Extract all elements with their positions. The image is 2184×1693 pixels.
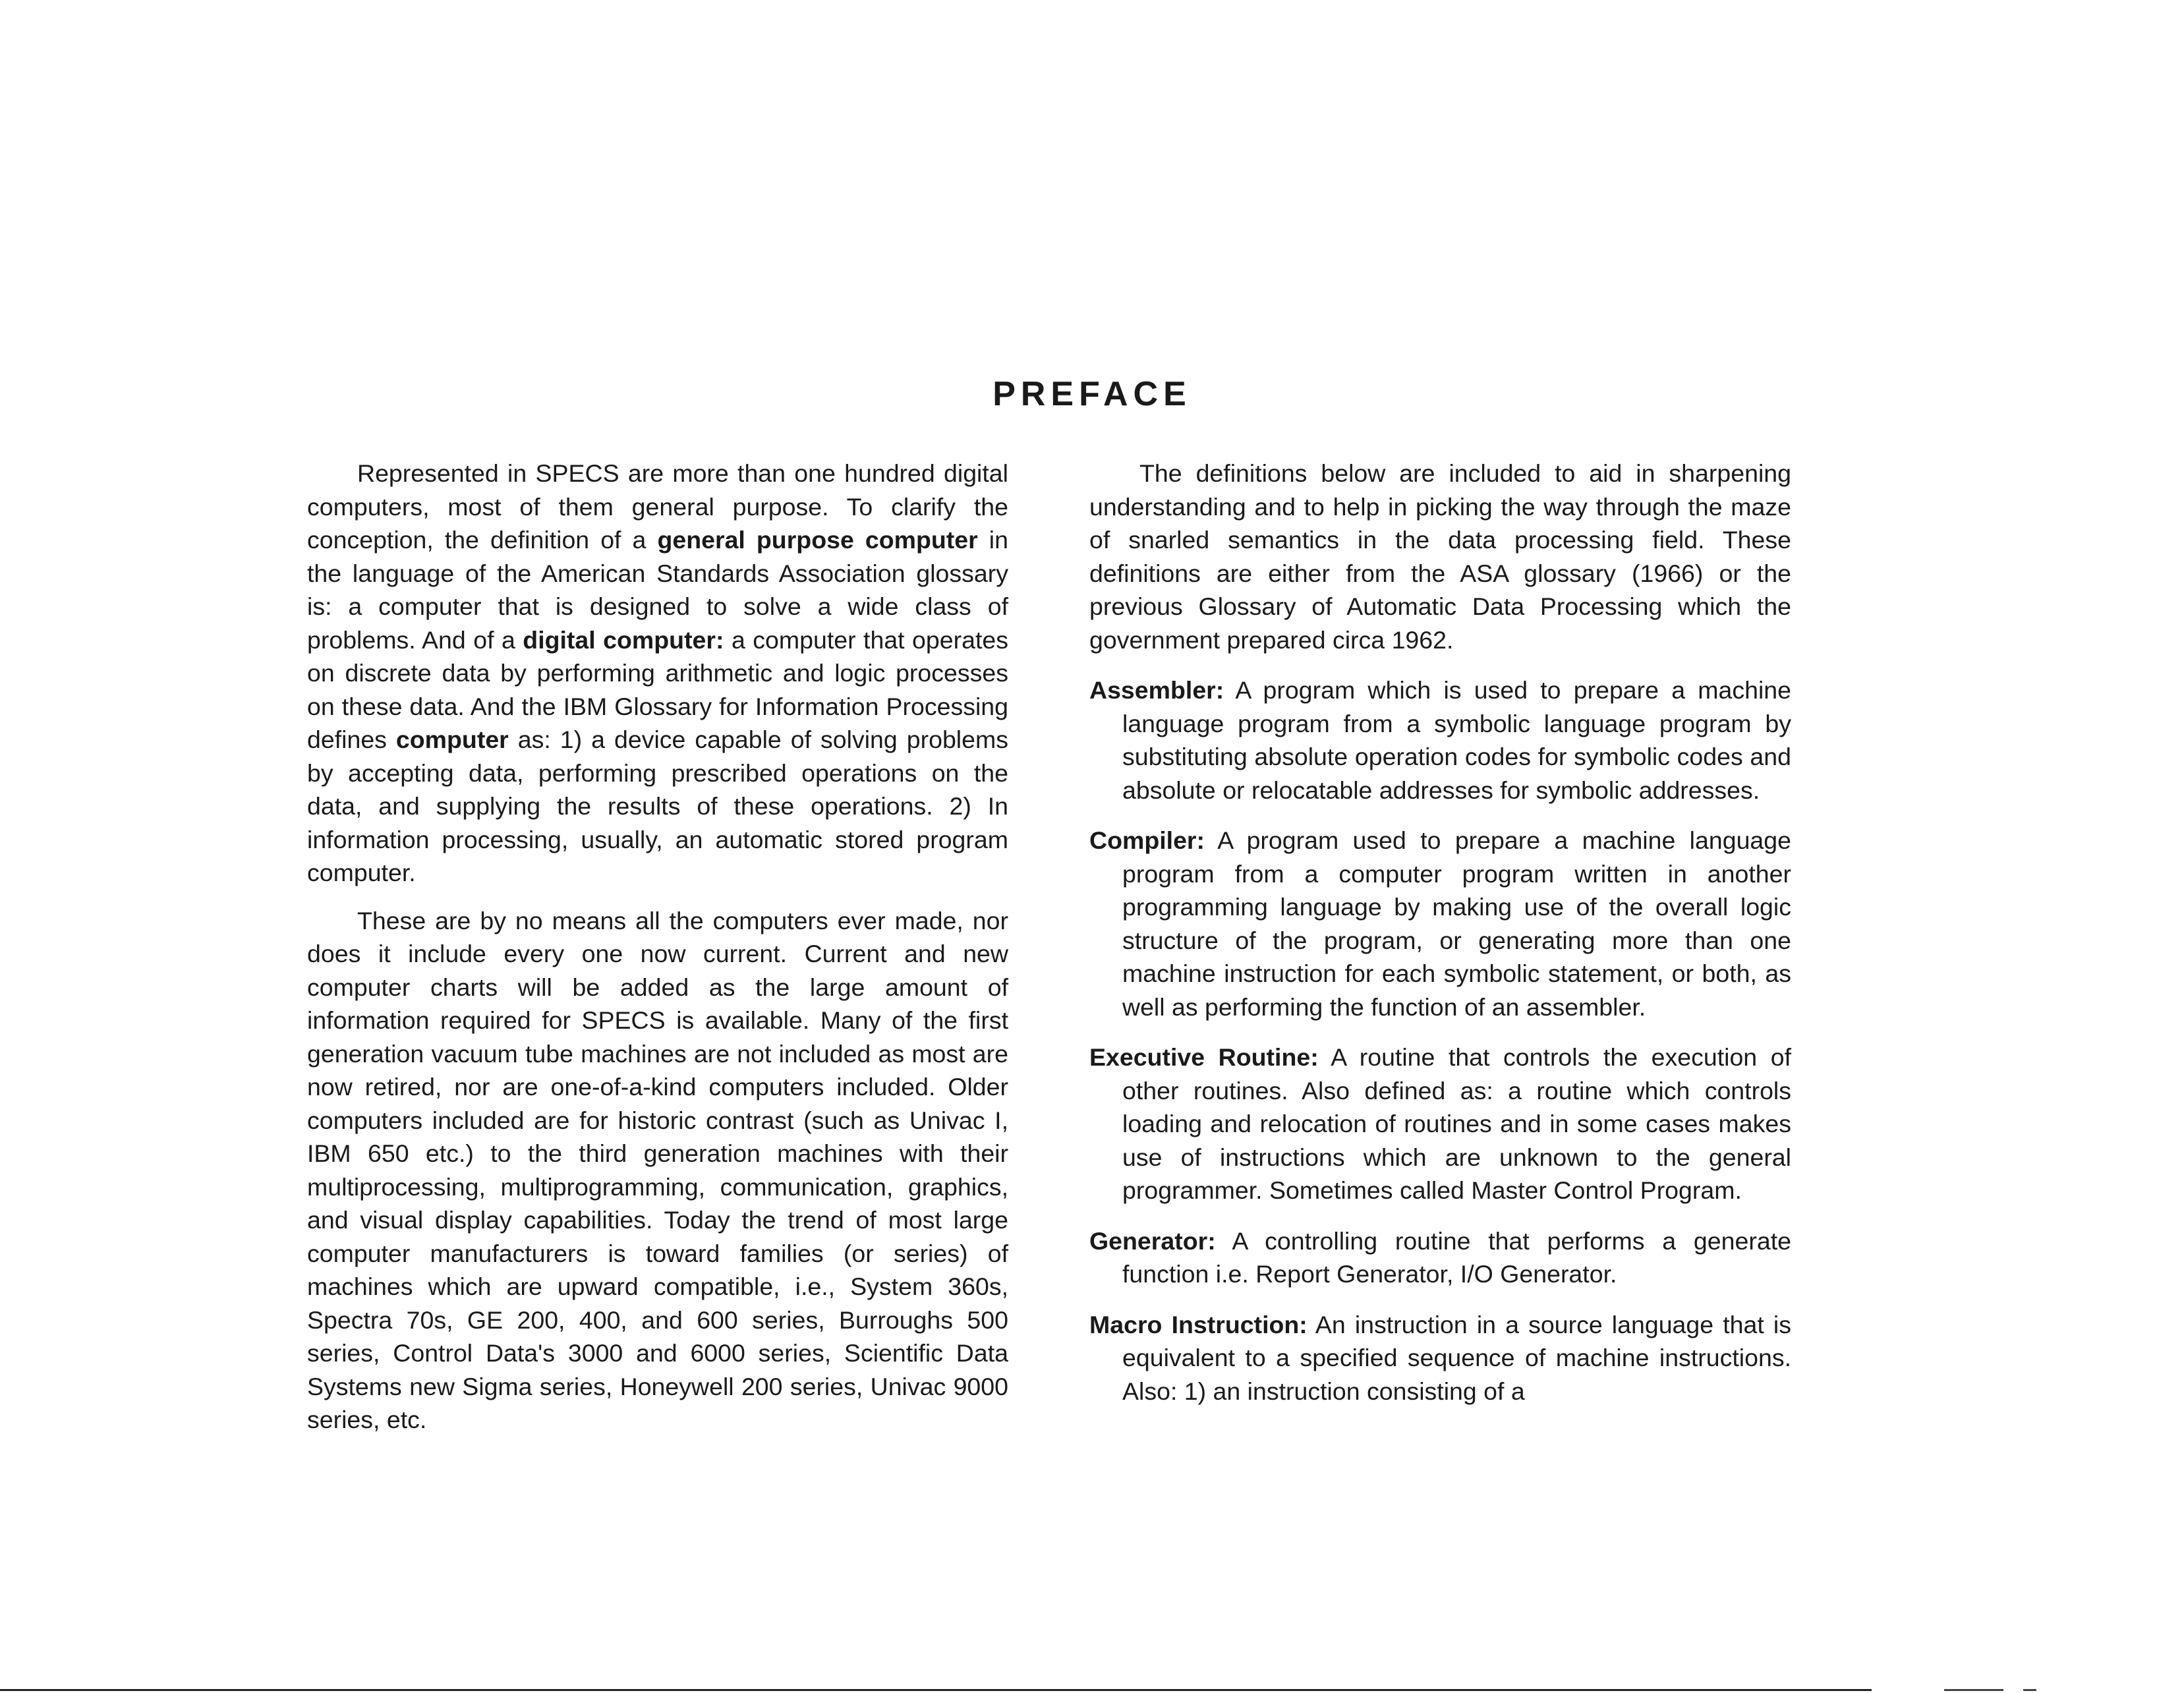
- definition-assembler: [1089, 674, 1791, 807]
- definition-text: A controlling routine that performs a generate function i.e. Report Generator, I/O Generator.: [1122, 1226, 1791, 1288]
- term-general-purpose-computer: general purpose computer: [657, 526, 978, 554]
- right-column: [1089, 457, 1791, 1408]
- definition-executive-routine: [1089, 1041, 1791, 1207]
- paragraph-text: as: 1) a device capable of solving problems by accepting data, performing prescribed operations on the data, and supplying the results of these operations. 2) In information processing, usually, an automatic stored program computer.: [307, 726, 1008, 886]
- definition-macro-instruction: [1089, 1308, 1791, 1408]
- bottom-rule: [0, 1689, 1872, 1691]
- left-column: [307, 457, 1008, 1437]
- bottom-dash-mark: [1944, 1689, 2003, 1691]
- paragraph-text: in the language of the American Standards Association glossary is: a computer that is designed to solve a wide class of problems. And of a: [307, 526, 1008, 654]
- term-digital-computer: digital computer:: [523, 625, 724, 654]
- definition-term: Executive Routine:: [1089, 1043, 1319, 1071]
- definition-text: An instruction in a source language that is equivalent to a specified sequence of machine instructions. Also: 1) an instruction consisting of a: [1122, 1310, 1791, 1405]
- definition-term: Generator:: [1089, 1226, 1216, 1255]
- page-title: PREFACE: [992, 375, 1192, 413]
- term-computer: computer: [395, 726, 509, 753]
- definitions-intro: The definitions below are included to aid in sharpening understanding and to help in picking the way through the maze of snarled semantics in the data processing field. These definitions are either from the ASA glossary (1966) or the previous Glossary of Automatic Data Processing which the government prepared circa 1962.: [1089, 459, 1791, 654]
- definition-term: Macro Instruction:: [1089, 1310, 1308, 1338]
- paragraph-text: a computer that operates on discrete data by performing arithmetic and logic processes on these data. And the IBM Glossary for Information Processing defines: [307, 625, 1008, 753]
- definition-term: Assembler:: [1089, 676, 1224, 704]
- preface-paragraph-2: These are by no means all the computers ever made, nor does it include every one now current. Current and new computer charts will be added as the large amount of information required for SPECS is available. Many of the first generation vacuum tube machines are not included as most are now retired, nor are one-of-a-kind computers included. Older computers included are for historic contrast (such as Univac I, IBM 650 etc.) to the third generation machines with their multiprocessing, multiprogramming, communication, graphics, and visual display capabilities. Today the trend of most large computer manufacturers is toward families (or series) of machines which are upward compatible, i.e., System 360s, Spectra 70s, GE 200, 400, and 600 series, Burroughs 500 series, Control Data's 3000 and 6000 series, Scientific Data Systems new Sigma series, Honeywell 200 series, Univac 9000 series, etc.: [307, 906, 1008, 1433]
- bottom-dash-mark: [2023, 1689, 2036, 1691]
- paragraph-text: Represented in SPECS are more than one hundred digital computers, most of them general purpose. To clarify the conception, the definition of a: [307, 459, 1008, 554]
- preface-paragraph-1: [307, 457, 1008, 890]
- definition-compiler: [1089, 824, 1791, 1023]
- definition-text: A program used to prepare a machine language program from a computer program written in another programming language by making use of the overall logic structure of the program, or generating more than one machine instruction for each symbolic statement, or both, as well as performing the function of an assembler.: [1122, 826, 1791, 1021]
- definition-text: A routine that controls the execution of other routines. Also defined as: a routine which controls loading and relocation of routines and in some cases makes use of instructions which are unknown to the general programmer. Sometimes called Master Control Program.: [1122, 1043, 1791, 1204]
- definition-text: A program which is used to prepare a machine language program from a symbolic language program by substituting absolute operation codes for symbolic codes and absolute or relocatable addresses for symbolic addresses.: [1122, 676, 1791, 804]
- definition-term: Compiler:: [1089, 826, 1205, 854]
- definition-generator: [1089, 1224, 1791, 1291]
